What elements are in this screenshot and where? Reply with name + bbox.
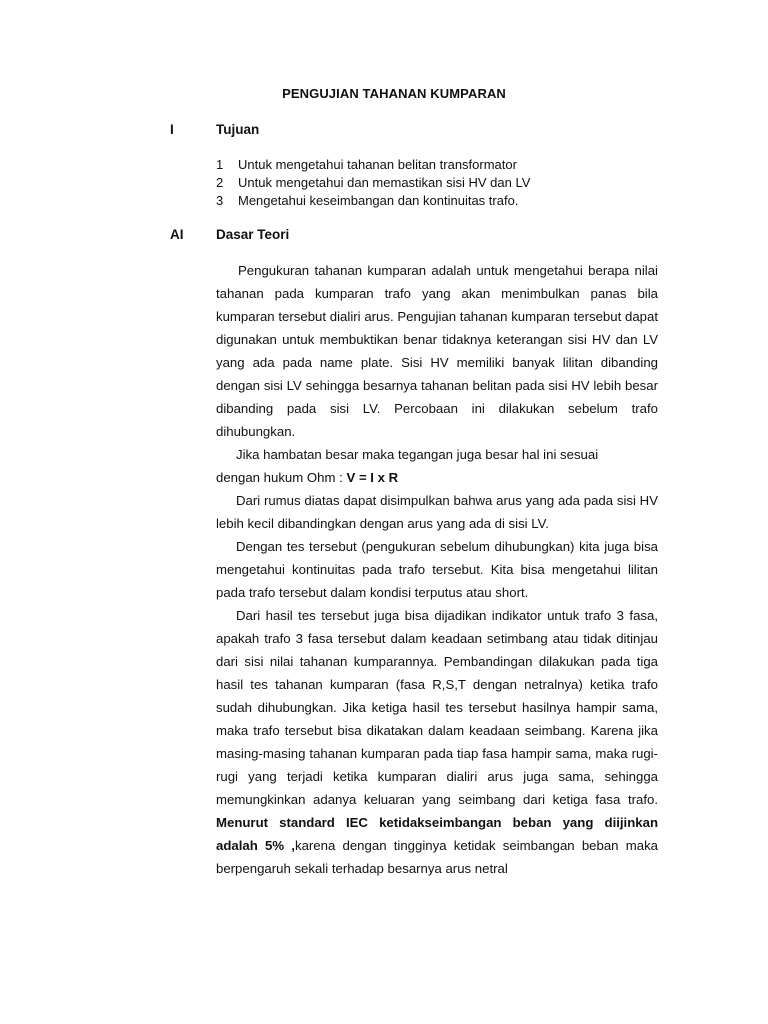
paragraph-2-tail: dengan hukum Ohm :: [216, 470, 347, 485]
list-item-number: 3: [216, 193, 224, 208]
paragraph-2: [216, 443, 658, 466]
list-item-number: 1: [216, 157, 224, 172]
paragraph-5-text: Dari hasil tes tersebut juga bisa dijadikan indikator untuk trafo 3 fasa, apakah trafo 3 fasa tersebut dalam keadaan setimbang atau tidak ditinjau dari sisi nilai tahanan kumparannya. Pembandingan dilakukan pada tiga hasil tes tahanan kumparan (fasa R,S,T dengan netralnya) ketika trafo sudah dihubungkan. Jika ketiga hasil tes tersebut hasilnya hampir sama, maka trafo tersebut bisa dikatakan dalam keadaan seimbang. Karena jika masing-masing tahanan kumparan pada tiap fasa hampir sama, maka rugi-rugi yang terjadi ketika kumparan dialiri arus juga sama, sehingga memungkinkan adanya keluaran yang seimbang dari ketiga fasa trafo.: [216, 608, 658, 807]
list-item: [216, 192, 636, 210]
iec-standard-statement: Menurut standard IEC ketidakseimbangan beban yang diijinkan adalah 5% ,: [216, 815, 658, 853]
paragraph-2-lead: Jika hambatan besar maka tegangan juga besar hal ini sesuai: [236, 447, 599, 462]
list-item-number: 2: [216, 175, 224, 190]
paragraph-4: Dengan tes tersebut (pengukuran sebelum dihubungkan) kita juga bisa mengetahui kontinuitas pada trafo tersebut. Kita bisa mengetahui lilitan pada trafo tersebut dalam kondisi terputus atau short.: [216, 539, 658, 600]
section-heading-tujuan: Tujuan: [216, 122, 260, 137]
list-item-text: Untuk mengetahui tahanan belitan transformator: [238, 157, 517, 172]
theory-body: [216, 259, 658, 880]
section-number-1: I: [170, 122, 174, 137]
paragraph-1: Pengukuran tahanan kumparan adalah untuk mengetahui berapa nilai tahanan pada kumparan trafo yang akan menimbulkan panas bila kumparan tersebut dialiri arus. Pengujian tahanan kumparan tersebut dapat digunakan untuk membuktikan benar tidaknya keterangan sisi HV dan LV yang ada pada name plate. Sisi HV memiliki banyak lilitan dibanding dengan sisi LV sehingga besarnya tahanan belitan pada sisi HV lebih besar dibanding pada sisi LV. Percobaan ini dilakukan sebelum trafo dihubungkan.: [216, 263, 658, 439]
ohm-formula: V = I x R: [346, 470, 399, 485]
paragraph-2-continued: [216, 466, 658, 489]
aims-list: [216, 156, 636, 210]
section-heading-dasar-teori: Dasar Teori: [216, 227, 290, 242]
paragraph-3: Dari rumus diatas dapat disimpulkan bahwa arus yang ada pada sisi HV lebih kecil dibandingkan dengan arus yang ada di sisi LV.: [216, 493, 658, 531]
list-item-text: Untuk mengetahui dan memastikan sisi HV dan LV: [238, 175, 531, 190]
list-item: [216, 156, 636, 174]
paragraph-5-tail: karena dengan tingginya ketidak seimbangan beban maka berpengaruh sekali terhadap besarnya arus netral: [216, 838, 658, 876]
list-item: [216, 174, 636, 192]
list-item-text: Mengetahui keseimbangan dan kontinuitas trafo.: [238, 193, 519, 208]
paragraph-5: [216, 604, 658, 880]
document-title: PENGUJIAN TAHANAN KUMPARAN: [282, 86, 506, 101]
section-number-2: AI: [170, 227, 184, 242]
